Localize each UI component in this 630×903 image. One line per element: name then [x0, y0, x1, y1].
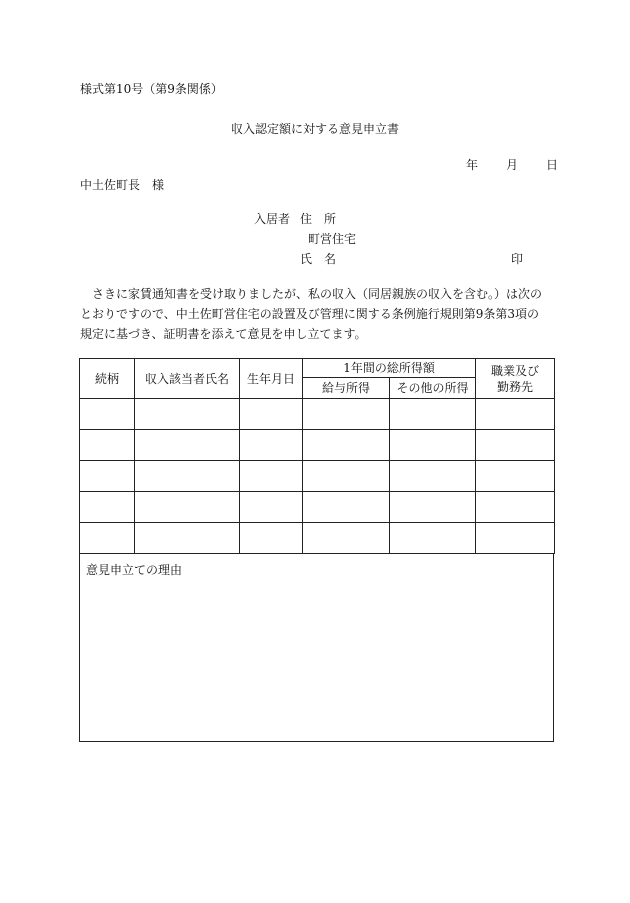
cell-name[interactable] — [135, 523, 240, 554]
cell-occupation[interactable] — [476, 430, 555, 461]
table-row — [80, 430, 555, 461]
header-income-person-name: 収入該当者氏名 — [135, 359, 240, 399]
table-row — [80, 399, 555, 430]
header-relationship: 続柄 — [80, 359, 135, 399]
cell-birthdate[interactable] — [240, 461, 303, 492]
header-salary-income: 給与所得 — [303, 378, 390, 399]
cell-salary[interactable] — [303, 523, 390, 554]
cell-salary[interactable] — [303, 461, 390, 492]
cell-other-income[interactable] — [390, 430, 476, 461]
header-occupation-line1: 職業及び — [491, 363, 540, 378]
reason-box[interactable] — [79, 553, 554, 742]
cell-occupation[interactable] — [476, 399, 555, 430]
cell-other-income[interactable] — [390, 492, 476, 523]
header-other-income: その他の所得 — [390, 378, 476, 399]
header-annual-income: 1年間の総所得額 — [303, 359, 476, 378]
header-birthdate: 生年月日 — [240, 359, 303, 399]
date-day-label: 日 — [546, 158, 559, 172]
cell-occupation[interactable] — [476, 523, 555, 554]
cell-birthdate[interactable] — [240, 523, 303, 554]
header-occupation-line2: 勤務先 — [497, 379, 534, 394]
address-label: 住 所 — [300, 212, 337, 226]
table-row — [80, 492, 555, 523]
form-number: 様式第10号（第9条関係） — [80, 82, 223, 96]
cell-relationship[interactable] — [80, 399, 135, 430]
table-row — [80, 523, 555, 554]
statement-text: さきに家賃通知書を受け取りましたが、私の収入（同居親族の収入を含む。）は次のとおりですので、中土佐町営住宅の設置及び管理に関する条例施行規則第9条第3項の規定に基づき、証明書を添えて意見を申し立てます。 — [80, 287, 543, 341]
date-line — [466, 156, 558, 173]
document-title: 収入認定額に対する意見申立書 — [230, 122, 399, 136]
table-row — [80, 461, 555, 492]
cell-name[interactable] — [135, 492, 240, 523]
date-month-label: 月 — [506, 158, 519, 172]
header-occupation — [476, 359, 555, 399]
cell-name[interactable] — [135, 399, 240, 430]
cell-relationship[interactable] — [80, 430, 135, 461]
cell-salary[interactable] — [303, 492, 390, 523]
table-header-row — [80, 359, 555, 378]
name-label: 氏 名 — [300, 252, 337, 266]
cell-birthdate[interactable] — [240, 430, 303, 461]
resident-label: 入居者 — [254, 212, 291, 226]
cell-relationship[interactable] — [80, 523, 135, 554]
cell-other-income[interactable] — [390, 399, 476, 430]
cell-salary[interactable] — [303, 399, 390, 430]
cell-relationship[interactable] — [80, 492, 135, 523]
cell-name[interactable] — [135, 430, 240, 461]
cell-occupation[interactable] — [476, 461, 555, 492]
cell-occupation[interactable] — [476, 492, 555, 523]
cell-other-income[interactable] — [390, 461, 476, 492]
cell-salary[interactable] — [303, 430, 390, 461]
seal-mark: 印 — [511, 252, 524, 266]
cell-other-income[interactable] — [390, 523, 476, 554]
addressee: 中土佐町長 様 — [80, 178, 165, 192]
cell-relationship[interactable] — [80, 461, 135, 492]
income-table — [79, 358, 555, 554]
cell-name[interactable] — [135, 461, 240, 492]
cell-birthdate[interactable] — [240, 492, 303, 523]
date-year-label: 年 — [466, 158, 479, 172]
address-value: 町営住宅 — [308, 232, 357, 246]
reason-label: 意見申立ての理由 — [86, 563, 183, 577]
cell-birthdate[interactable] — [240, 399, 303, 430]
